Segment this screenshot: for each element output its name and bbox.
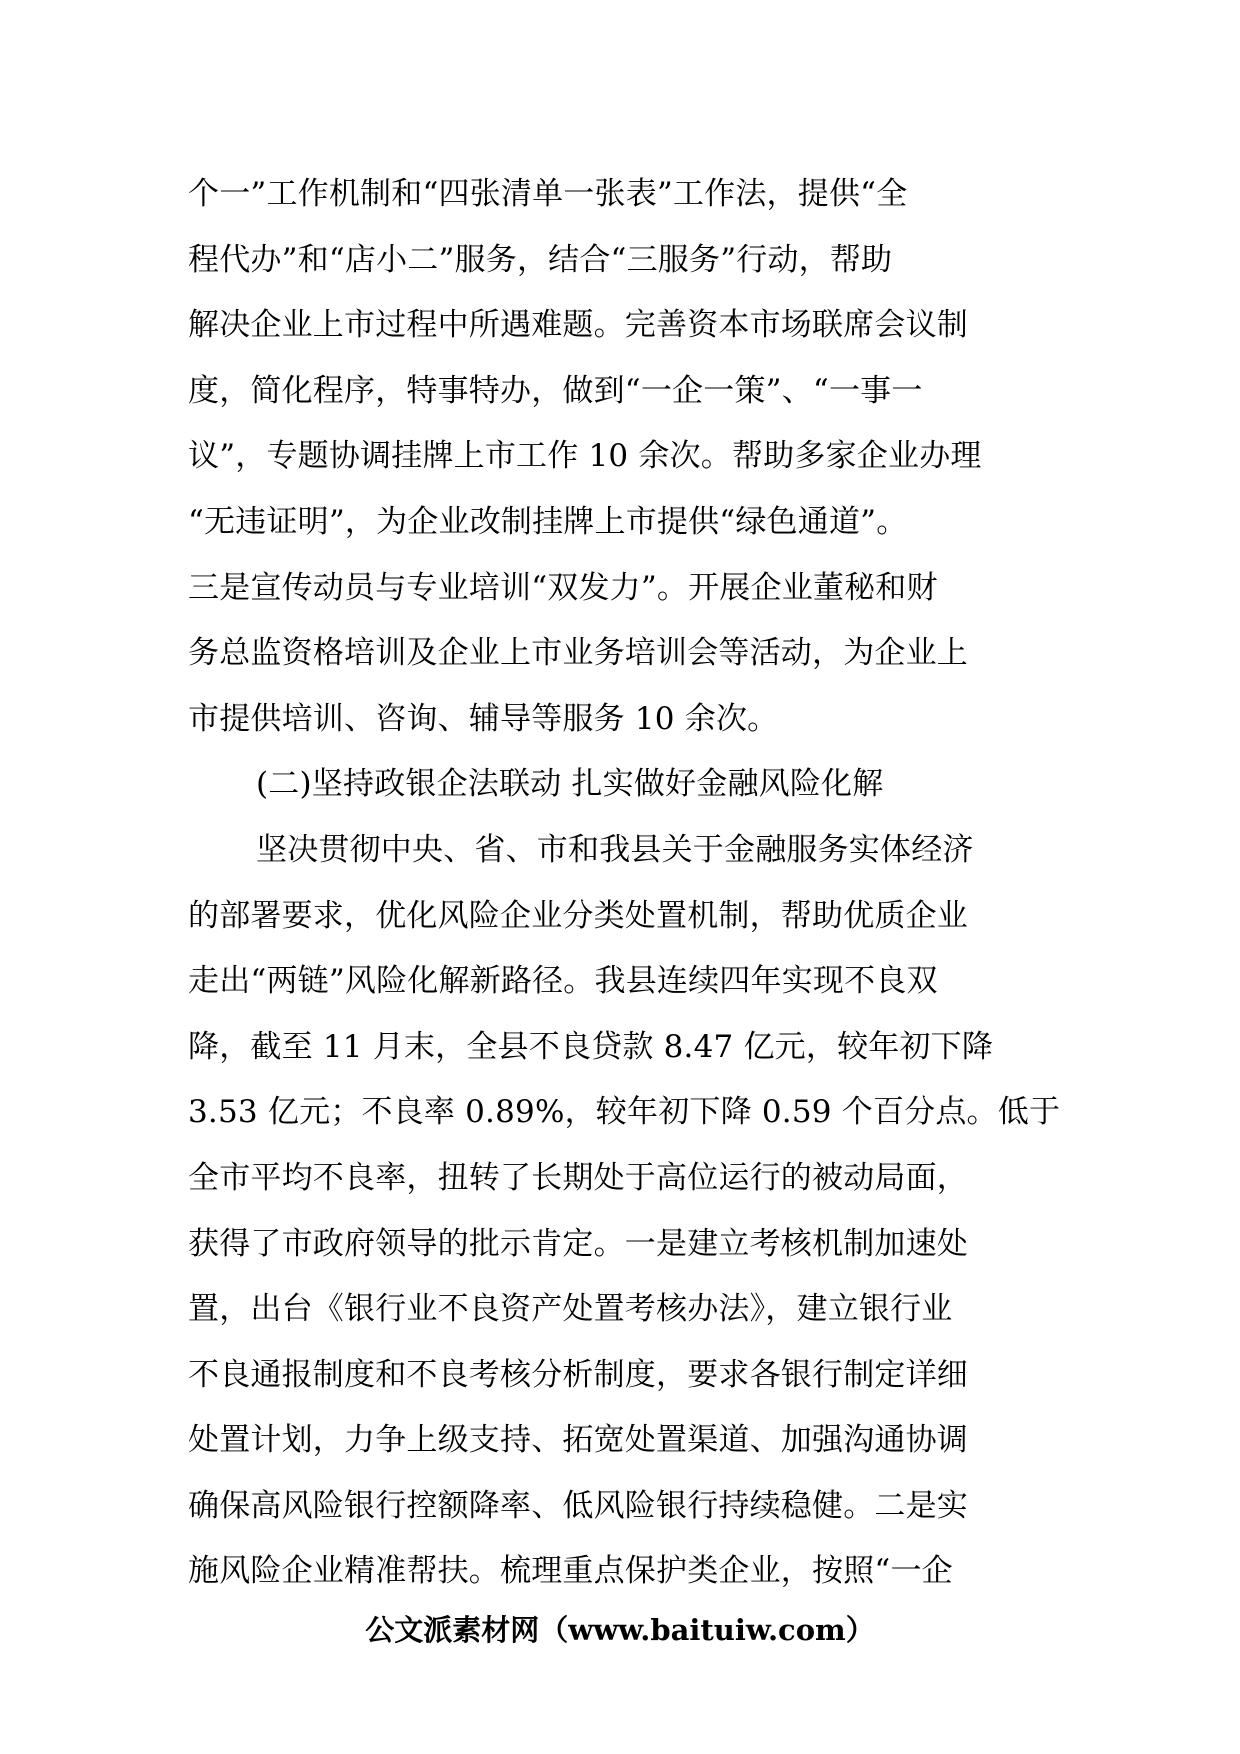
text-line: 获得了市政府领导的批示肯定。一是建立考核机制加速处 [188, 1225, 968, 1262]
text-line: 程代办”和“店小二”服务，结合“三服务”行动，帮助 [188, 241, 893, 278]
text-line: 务总监资格培训及企业上市业务培训会等活动，为企业上 [188, 635, 968, 672]
body-text [188, 162, 1061, 1605]
text-line: 个一”工作机制和“四张清单一张表”工作法，提供“全 [188, 176, 908, 212]
text-line: 确保高风险银行控额降率、低风险银行持续稳健。二是实 [188, 1487, 968, 1524]
text-line: 的部署要求，优化风险企业分类处置机制，帮助优质企业 [188, 897, 968, 934]
text-line: 处置计划，力争上级支持、拓宽处置渠道、加强沟通协调 [188, 1422, 968, 1459]
text-line: 市提供培训、咨询、辅导等服务 10 余次。 [188, 700, 779, 737]
text-line: 三是宣传动员与专业培训“双发力”。开展企业董秘和财 [188, 569, 938, 606]
section-heading: (二)坚持政银企法联动 扎实做好金融风险化解 [256, 766, 884, 803]
text-line: 解决企业上市过程中所遇难题。完善资本市场联席会议制 [188, 307, 968, 344]
text-line: 施风险企业精准帮扶。梳理重点保护类企业，按照“一企 [188, 1553, 953, 1590]
text-line: 降，截至 11 月末，全县不良贷款 8.47 亿元，较年初下降 [188, 1028, 994, 1065]
text-line: 置，出台《银行业不良资产处置考核办法》，建立银行业 [188, 1291, 953, 1328]
text-line: 不良通报制度和不良考核分析制度，要求各银行制定详细 [188, 1356, 968, 1393]
text-line: 议”，专题协调挂牌上市工作 10 余次。帮助多家企业办理 [188, 438, 982, 475]
text-line: 走出“两链”风险化解新路径。我县连续四年实现不良双 [188, 963, 938, 1000]
footer-watermark: 公文派素材网（www.baituiw.com） [365, 1613, 875, 1647]
text-line: 3.53 亿元；不良率 0.89%，较年初下降 0.59 个百分点。低于 [188, 1094, 1061, 1131]
text-line: “无违证明”，为企业改制挂牌上市提供“绿色通道”。 [188, 503, 908, 540]
paragraph-start-line: 坚决贯彻中央、省、市和我县关于金融服务实体经济 [256, 831, 974, 868]
text-line: 度，简化程序，特事特办，做到“一企一策”、“一事一 [188, 372, 923, 409]
text-line: 全市平均不良率，扭转了长期处于高位运行的被动局面， [188, 1159, 968, 1196]
